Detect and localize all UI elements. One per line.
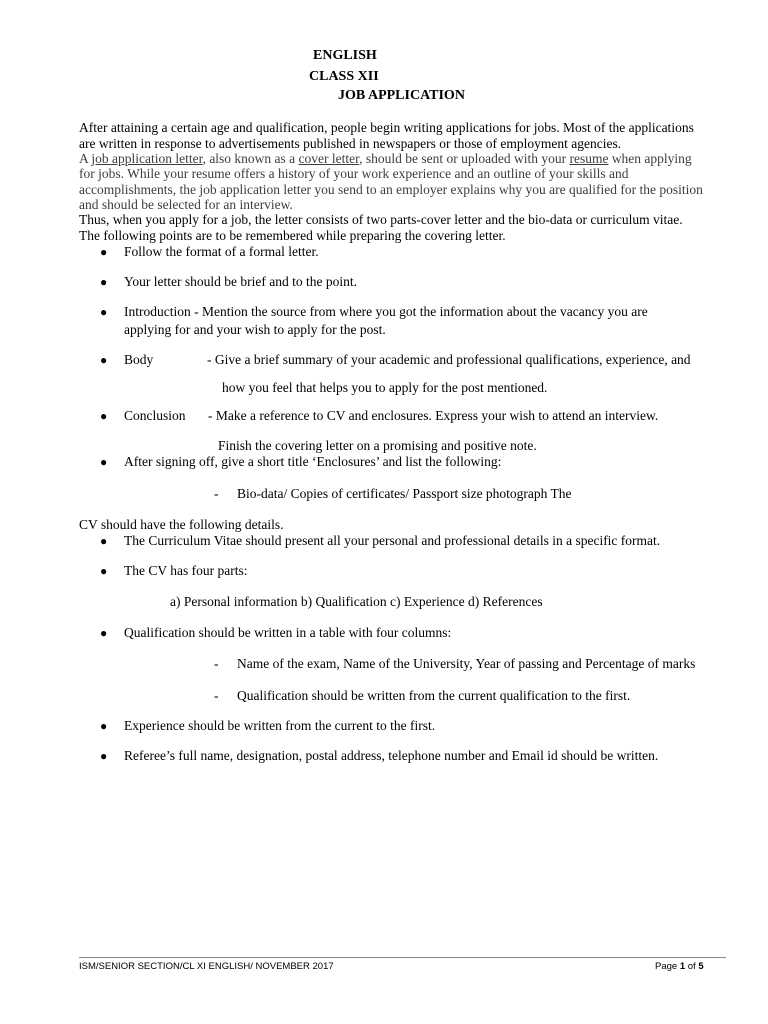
bullet-icon: ● bbox=[100, 353, 108, 367]
list-item: Your letter should be brief and to the point. bbox=[124, 274, 357, 289]
list-item: Introduction - Mention the source from where you got the information about the vacancy you are bbox=[124, 304, 648, 319]
class-heading: CLASS XII bbox=[309, 69, 379, 84]
dash-icon: - bbox=[214, 656, 219, 671]
dash-icon: - bbox=[214, 688, 219, 703]
list-item-label: Body bbox=[124, 352, 154, 367]
intro-line: for jobs. While your resume offers a history of your work experience and an outline of your skills and bbox=[79, 166, 629, 181]
sub-list-item: Qualification should be written from the current qualification to the first. bbox=[237, 688, 631, 703]
list-item: The CV has four parts: bbox=[124, 563, 248, 578]
list-item: Experience should be written from the current to the first. bbox=[124, 718, 436, 733]
intro-line: Thus, when you apply for a job, the letter consists of two parts-cover letter and the bio-data or curriculum vitae. bbox=[79, 212, 683, 227]
job-application-letter-link[interactable]: job application letter bbox=[91, 151, 203, 166]
bullet-icon: ● bbox=[100, 719, 108, 733]
bullet-icon: ● bbox=[100, 564, 108, 578]
intro-line: accomplishments, the job application letter you send to an employer explains why you are qualified for the position bbox=[79, 182, 703, 197]
intro-line bbox=[79, 151, 692, 167]
page-label: Page bbox=[655, 961, 680, 972]
list-item-continued: Finish the covering letter on a promising and positive note. bbox=[218, 438, 537, 453]
intro-line: and should be selected for an interview. bbox=[79, 197, 293, 212]
list-item: Qualification should be written in a table with four columns: bbox=[124, 625, 452, 640]
footer-divider bbox=[79, 957, 726, 958]
list-item: The Curriculum Vitae should present all your personal and professional details in a specific format. bbox=[124, 533, 661, 548]
list-item-continued: applying for and your wish to apply for the post. bbox=[124, 322, 386, 337]
intro-text: , also known as a bbox=[202, 151, 299, 166]
list-item: - Make a reference to CV and enclosures. Express your wish to attend an interview. bbox=[208, 408, 659, 423]
intro-text: when applying bbox=[608, 151, 692, 166]
intro-line: are written in response to advertisements published in newspapers or those of employment agencies. bbox=[79, 136, 622, 151]
list-item-continued: how you feel that helps you to apply for the post mentioned. bbox=[222, 380, 548, 395]
bullet-icon: ● bbox=[100, 455, 108, 469]
current-page: 1 bbox=[679, 961, 686, 972]
intro-text: , should be sent or uploaded with your bbox=[359, 151, 570, 166]
list-item: - Give a brief summary of your academic and professional qualifications, experience, and bbox=[207, 352, 691, 367]
resume-link[interactable]: resume bbox=[569, 151, 609, 166]
page-title: JOB APPLICATION bbox=[338, 88, 465, 103]
intro-line: After attaining a certain age and qualification, people begin writing applications for jobs. Most of the applications bbox=[79, 120, 694, 135]
page-number bbox=[655, 961, 704, 972]
bullet-icon: ● bbox=[100, 409, 108, 423]
sub-list-item: a) Personal information b) Qualification c) Experience d) References bbox=[170, 594, 543, 609]
of-label: of bbox=[685, 961, 699, 972]
bullet-icon: ● bbox=[100, 534, 108, 548]
bullet-icon: ● bbox=[100, 749, 108, 763]
cover-letter-link[interactable]: cover letter bbox=[298, 151, 360, 166]
bullet-icon: ● bbox=[100, 245, 108, 259]
footer-left-text: ISM/SENIOR SECTION/CL XI ENGLISH/ NOVEMBER 2017 bbox=[79, 961, 334, 972]
cv-heading: CV should have the following details. bbox=[79, 517, 284, 532]
sub-list-item: Name of the exam, Name of the University, Year of passing and Percentage of marks bbox=[237, 656, 696, 671]
list-item-label: Conclusion bbox=[124, 408, 186, 423]
dash-icon: - bbox=[214, 486, 219, 501]
subject-heading: ENGLISH bbox=[313, 48, 377, 63]
intro-text: A bbox=[79, 151, 92, 166]
list-item: After signing off, give a short title ‘Enclosures’ and list the following: bbox=[124, 454, 502, 469]
list-item: Referee’s full name, designation, postal address, telephone number and Email id should be written. bbox=[124, 748, 659, 763]
sub-list-item: Bio-data/ Copies of certificates/ Passport size photograph The bbox=[237, 486, 572, 501]
intro-line: The following points are to be remembered while preparing the covering letter. bbox=[79, 228, 506, 243]
bullet-icon: ● bbox=[100, 305, 108, 319]
bullet-icon: ● bbox=[100, 626, 108, 640]
total-pages: 5 bbox=[698, 961, 704, 972]
bullet-icon: ● bbox=[100, 275, 108, 289]
list-item: Follow the format of a formal letter. bbox=[124, 244, 319, 259]
